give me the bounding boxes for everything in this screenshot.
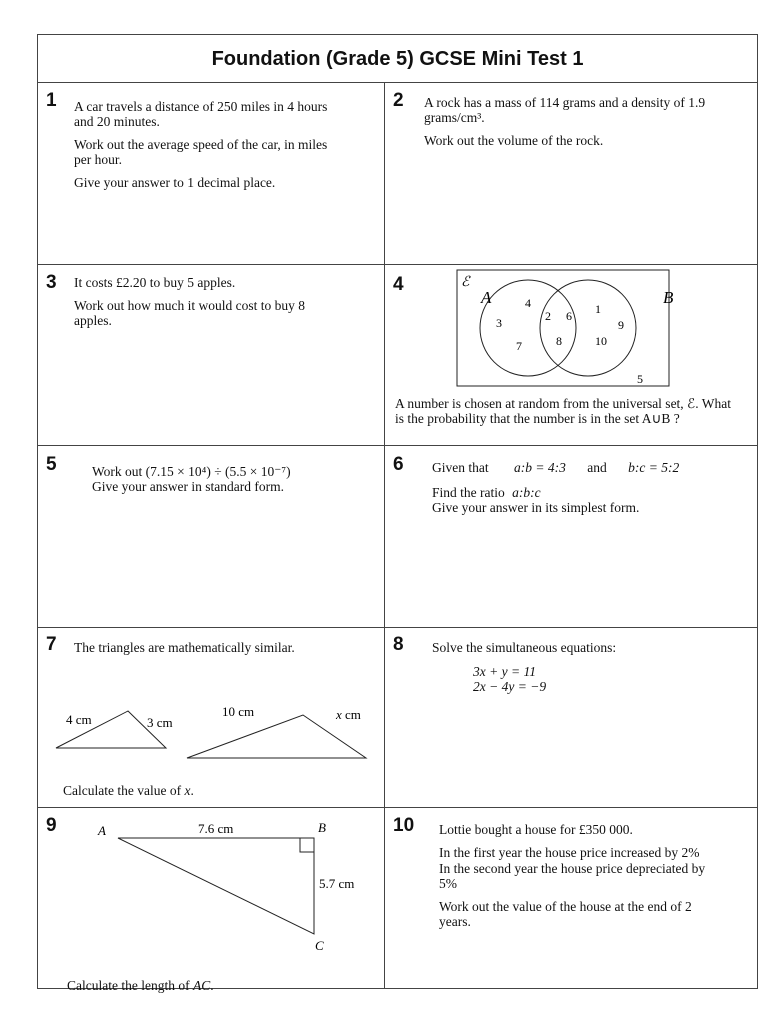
triangle-abc	[118, 838, 314, 934]
question-paragraph: Work out the value of the house at the end of 2 years.	[439, 899, 692, 929]
question-number: 9	[46, 815, 57, 836]
question-6	[385, 446, 757, 627]
question-paragraph: In the second year the house price depreciated by 5%	[439, 861, 706, 891]
question-paragraph: Work out the volume of the rock.	[424, 133, 604, 148]
text-span: Given that	[432, 460, 489, 475]
venn-element: 6	[566, 309, 572, 323]
question-paragraph: It costs £2.20 to buy 5 apples.	[74, 275, 236, 290]
text-span: Calculate the length of	[67, 978, 193, 993]
right-triangle	[38, 808, 384, 958]
question-number: 5	[46, 454, 57, 475]
worksheet-title: Foundation (Grade 5) GCSE Mini Test 1	[38, 35, 757, 83]
question-number: 2	[393, 90, 404, 111]
question-paragraph: Work out the average speed of the car, in miles per hour.	[74, 137, 328, 167]
venn-element: 10	[595, 334, 607, 348]
question-number: 10	[393, 815, 415, 836]
venn-element: 7	[516, 339, 522, 353]
question-4	[385, 265, 757, 445]
venn-diagram	[385, 265, 757, 391]
question-paragraph: In the first year the house price increased by 2%	[439, 845, 700, 860]
unit: cm	[341, 707, 361, 722]
variable: x	[184, 783, 191, 798]
vertex-label: C	[315, 938, 324, 953]
question-7	[38, 628, 384, 807]
question-text	[432, 460, 742, 515]
question-paragraph: A car travels a distance of 250 miles in 4 hours and 20 minutes.	[74, 99, 328, 129]
question-2	[385, 83, 757, 264]
side-label	[335, 707, 361, 722]
question-line: Give your answer in its simplest form.	[432, 500, 640, 515]
question-text	[67, 978, 367, 993]
question-1	[38, 83, 384, 264]
venn-element: 8	[556, 334, 562, 348]
venn-element: 3	[496, 316, 502, 330]
side-label: 4 cm	[66, 712, 92, 727]
set-a-label: A	[481, 288, 492, 307]
question-line: Work out (7.15 × 10⁴) ÷ (5.5 × 10⁻⁷)	[92, 464, 291, 479]
question-text: Solve the simultaneous equations:	[432, 640, 617, 655]
text-span: Calculate the value of	[63, 783, 185, 798]
question-number: 7	[46, 634, 57, 655]
ratio: a:b = 4:3	[514, 460, 566, 475]
question-text: A number is chosen at random from the universal set, ℰ. What is the probability that the number is in the set A∪B ?	[395, 396, 731, 426]
question-text: The triangles are mathematically similar.	[74, 640, 295, 655]
side-label: 5.7 cm	[319, 876, 355, 891]
similar-triangles	[38, 668, 384, 778]
ratio: b:c = 5:2	[628, 460, 680, 475]
venn-element: 2	[545, 309, 551, 323]
worksheet	[37, 34, 758, 993]
question-3	[38, 265, 384, 445]
text-span: and	[587, 460, 607, 475]
question-text	[439, 822, 717, 937]
venn-element: 5	[637, 372, 643, 386]
variable: AC	[192, 978, 211, 993]
question-number: 4	[393, 274, 404, 295]
equation: 2x − 4y = −9	[473, 679, 547, 694]
text-span: .	[190, 783, 194, 798]
question-paragraph: A rock has a mass of 114 grams and a density of 1.9 grams/cm³.	[424, 95, 706, 125]
question-5	[38, 446, 384, 627]
question-text	[74, 275, 344, 336]
question-8	[385, 628, 757, 807]
side-label: 7.6 cm	[198, 821, 234, 836]
venn-element: 4	[525, 296, 531, 310]
text-span: .	[210, 978, 214, 993]
equations	[473, 664, 673, 694]
question-line	[432, 485, 742, 500]
variable: x	[336, 707, 342, 722]
question-number: 6	[393, 454, 404, 475]
vertex-label: A	[98, 823, 106, 838]
question-paragraph: Give your answer to 1 decimal place.	[74, 175, 276, 190]
question-text	[63, 783, 363, 798]
venn-element: 9	[618, 318, 624, 332]
universal-set-symbol: ℰ	[461, 275, 470, 290]
set-a-circle	[480, 280, 576, 376]
question-text	[74, 99, 344, 198]
question-10	[385, 808, 757, 988]
question-text	[424, 95, 724, 156]
question-9	[38, 808, 384, 993]
question-line	[432, 460, 742, 475]
question-text	[92, 464, 372, 494]
question-line: Give your answer in standard form.	[92, 479, 284, 494]
side-label: 10 cm	[222, 704, 255, 719]
venn-element: 1	[595, 302, 601, 316]
set-b-label: B	[663, 288, 674, 307]
vertex-label: B	[318, 820, 326, 835]
question-paragraph: Work out how much it would cost to buy 8 apples.	[74, 298, 306, 328]
question-number: 3	[46, 272, 57, 293]
question-paragraph: Lottie bought a house for £350 000.	[439, 822, 633, 837]
question-number: 8	[393, 634, 404, 655]
question-number: 1	[46, 90, 57, 111]
equation: 3x + y = 11	[473, 664, 536, 679]
right-angle-marker	[300, 838, 314, 852]
ratio: a:b:c	[512, 485, 541, 500]
text-span: Find the ratio	[432, 485, 505, 500]
side-label: 3 cm	[147, 715, 173, 730]
